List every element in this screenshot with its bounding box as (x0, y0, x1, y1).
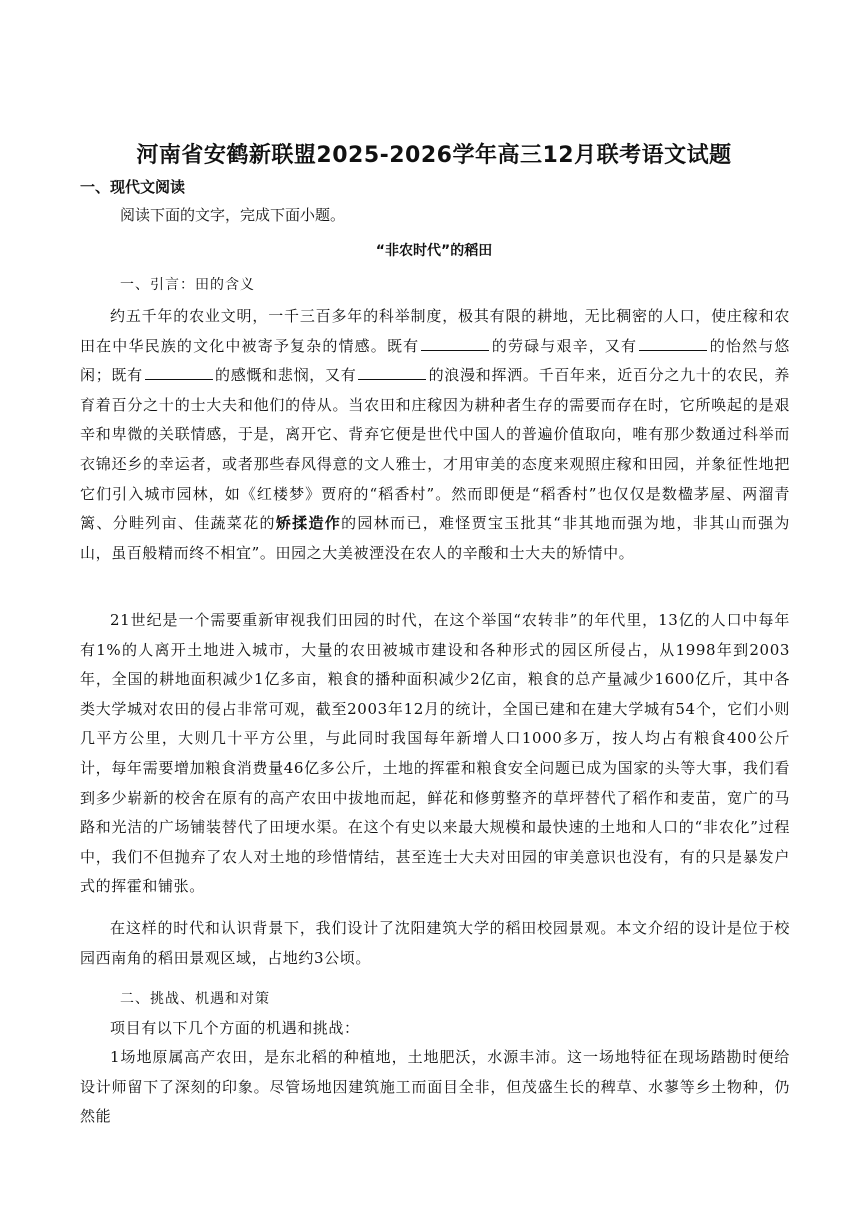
text: 的怡然与悠闲；既有 (80, 336, 790, 385)
text: 约五千年的农业文明，一千三百多年的科举制度，极其有限的耕地，无比稠密的人口，使庄稼和农田在中华民族的文化中被寄予复杂的情感。既有 (80, 307, 790, 355)
subtitle-challenges: 二、挑战、机遇和对策 (120, 991, 270, 1007)
paragraph-5: 1场地原属高产农田，是东北稻的种植地，土地肥沃，水源丰沛。这一场地特征在现场踏勘时便给设计师留下了深刻的印象。尽管场地因建筑施工而面目全非，但茂盛生长的稗草、水蓼等乡土物种，仍然能 (80, 1048, 790, 1126)
exam-title: 河南省安鹤新联盟2025-2026学年高三12月联考语文试题 (136, 143, 732, 168)
text: 的园林而已，难怪贾宝玉批其“非其地而强为地，非其山而强为山，虽百般精而终不相宜”。田园之大美被湮没在农人的辛酸和士大夫的矫情中。 (80, 514, 790, 562)
subtitle-introduction: 一、引言：田的含义 (120, 277, 255, 293)
text: 的劳碌与艰辛，又有 (491, 336, 638, 355)
fill-blank-2 (639, 336, 707, 351)
paragraph-1 (80, 302, 790, 568)
fill-blank-4 (358, 365, 426, 380)
text: 的感慨和悲悯，又有 (214, 366, 357, 385)
fill-blank-3 (145, 365, 213, 380)
paragraph-4: 项目有以下几个方面的机遇和挑战： (110, 1019, 360, 1037)
reading-instruction: 阅读下面的文字，完成下面小题。 (120, 206, 346, 224)
text: 的浪漫和挥洒。千百年来，近百分之九十的农民，养育着百分之十的士大夫和他们的侍从。当农田和庄稼因为耕种者生存的需要而存在时，它所唤起的是艰辛和卑微的关联情感，于是，离开它、背弃它便是世代中国人的普遍价值取向，唯有那少数通过科举而衣锦还乡的幸运者，或者那些春风得意的文人雅士，才用审美的态度来观照庄稼和田园，并象征性地把它们引入城市园林，如《红楼梦》贾府的“稻香村”。然而即便是“稻香村”也仅仅是数楹茅屋、两溜青篱、分畦列亩、佳蔬菜花的 (80, 366, 790, 533)
paragraph-3: 在这样的时代和认识背景下，我们设计了沈阳建筑大学的稻田校园景观。本文介绍的设计是位于校园西南角的稻田景观区域，占地约3公顷。 (80, 919, 790, 967)
paragraph-2: 21世纪是一个需要重新审视我们田园的时代，在这个举国“农转非”的年代里，13亿的人口中每年有1%的人离开土地进入城市，大量的农田被城市建设和各种形式的园区所侵占，从1998年到2003年，全国的耕地面积减少1亿多亩，粮食的播种面积减少2亿亩，粮食的总产量减少1600亿斤，其中各类大学城对农田的侵占非常可观，截至2003年12月的统计，全国已建和在建大学城有54个，它们小则几平方公里，大则几十平方公里，与此同时我国每年新增人口1000多万，按人均占有粮食400公斤计，每年需要增加粮食消费量46亿多公斤，土地的挥霍和粮食安全问题已成为国家的头等大事，我们看到多少崭新的校舍在原有的高产农田中拔地而起，鲜花和修剪整齐的草坪替代了稻作和麦苗，宽广的马路和光洁的广场铺装替代了田埂水渠。在这个有史以来最大规模和最快速的土地和人口的“非农化”过程中，我们不但抛弃了农人对土地的珍惜情结，甚至连士大夫对田园的审美意识也没有，有的只是暴发户式的挥霍和铺张。 (80, 611, 790, 896)
section-heading: 一、现代文阅读 (80, 178, 186, 196)
article-title: “非农时代”的稻田 (375, 243, 493, 259)
emphasized-phrase: 矫揉造作 (275, 514, 342, 533)
fill-blank-1 (421, 336, 489, 351)
